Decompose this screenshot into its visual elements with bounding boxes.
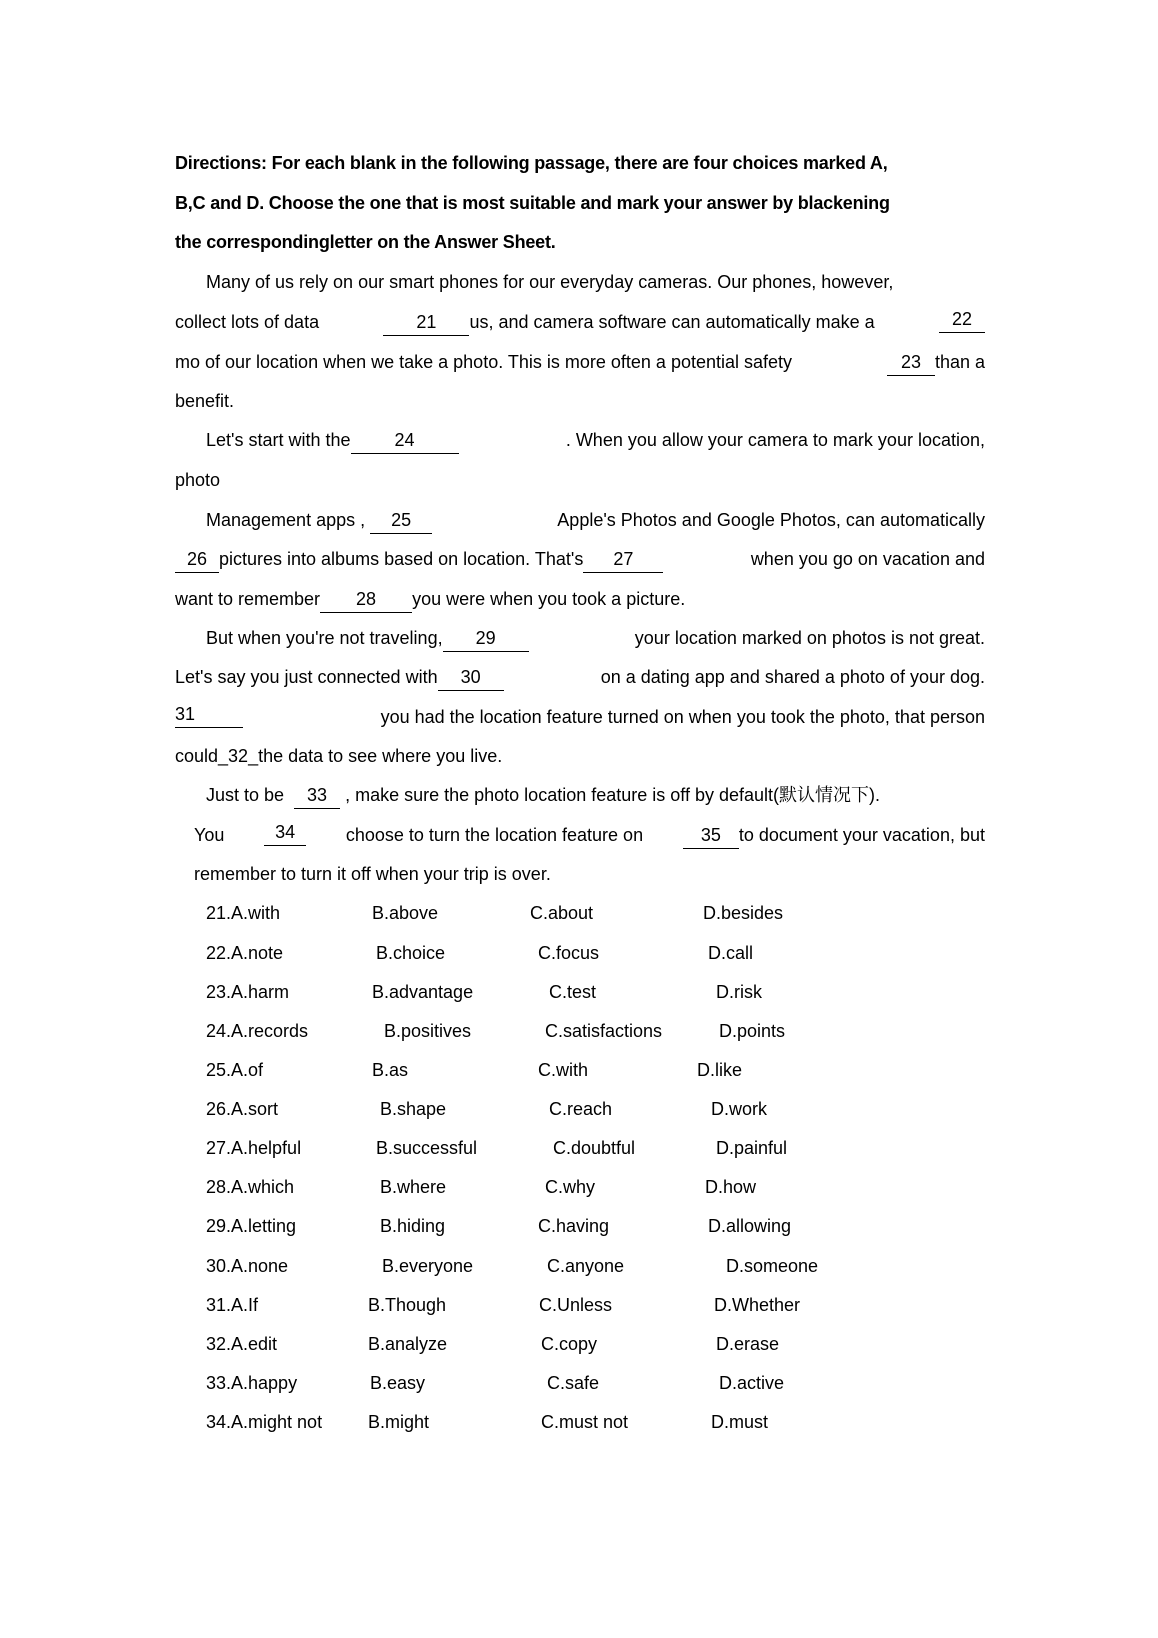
option-b: B.easy <box>370 1373 426 1393</box>
passage-text: Let's say you just connected with <box>175 667 438 687</box>
option-c: C.having <box>538 1216 610 1236</box>
passage-text: mo of our location when we take a photo. This is more often a potential safety <box>175 352 793 372</box>
passage-text: choose to turn the location feature on <box>345 825 644 845</box>
blank-26: 26 <box>175 547 219 573</box>
passage-line <box>175 584 985 614</box>
option-c: C.reach <box>549 1099 613 1119</box>
passage-line <box>206 505 985 535</box>
option-c: C.Unless <box>539 1295 613 1315</box>
option-d: D.someone <box>726 1256 819 1276</box>
passage-text: You <box>194 825 225 845</box>
passage-text: Let's start with the <box>206 430 351 450</box>
option-a: 25.A.of <box>206 1060 264 1080</box>
option-d: D.allowing <box>708 1216 792 1236</box>
option-a: 29.A.letting <box>206 1216 297 1236</box>
option-c: C.satisfactions <box>545 1021 663 1041</box>
option-b: B.shape <box>380 1099 447 1119</box>
option-b: B.advantage <box>372 982 474 1002</box>
option-a: 26.A.sort <box>206 1099 279 1119</box>
passage-text: when you go on vacation and <box>750 549 985 569</box>
directions-line-3 <box>175 227 985 257</box>
option-a: 32.A.edit <box>206 1334 278 1354</box>
option-a: 24.A.records <box>206 1021 309 1041</box>
option-d: D.how <box>705 1177 757 1197</box>
passage-line <box>175 307 985 337</box>
option-c: C.copy <box>541 1334 598 1354</box>
blank-31: 31 <box>175 702 243 728</box>
passage-text: remember to turn it off when your trip is over. <box>194 864 551 884</box>
option-b: B.analyze <box>368 1334 448 1354</box>
directions-text-1: Directions: For each blank in the following passage, there are four choices marked A, <box>175 153 888 173</box>
option-c: C.doubtful <box>553 1138 636 1158</box>
blank-30: 30 <box>438 665 504 691</box>
passage-text: you were when you took a picture. <box>412 589 686 609</box>
passage-text: But when you're not traveling, <box>206 628 443 648</box>
blank-21: 21 <box>383 310 469 336</box>
blank-33: 33 <box>294 783 340 809</box>
passage-line <box>175 702 985 732</box>
passage-line <box>175 347 985 377</box>
passage-line <box>206 425 985 455</box>
option-d: D.like <box>697 1060 743 1080</box>
passage-text: us, and camera software can automatically make a <box>469 312 875 332</box>
option-d: D.points <box>719 1021 786 1041</box>
passage-text: your location marked on photos is not great. <box>634 628 985 648</box>
option-a: 33.A.happy <box>206 1373 298 1393</box>
option-b: B.Though <box>368 1295 447 1315</box>
option-c: C.focus <box>538 943 600 963</box>
option-d: D.call <box>708 943 754 963</box>
directions-text-3: the correspondingletter on the Answer Sheet. <box>175 232 556 252</box>
option-d: D.erase <box>716 1334 780 1354</box>
passage-text: on a dating app and shared a photo of your dog. <box>600 667 985 687</box>
blank-28: 28 <box>320 587 412 613</box>
option-d: D.work <box>711 1099 768 1119</box>
passage-text: , make sure the photo location feature is off by default(默认情况下). <box>345 785 880 805</box>
passage-line <box>206 623 985 653</box>
passage-text: want to remember <box>175 589 321 609</box>
option-b: B.choice <box>376 943 446 963</box>
option-a: 22.A.note <box>206 943 284 963</box>
option-d: D.active <box>719 1373 785 1393</box>
passage-line <box>206 267 985 297</box>
option-a: 21.A.with <box>206 903 281 923</box>
option-b: B.hiding <box>380 1216 446 1236</box>
blank-22: 22 <box>939 307 985 333</box>
option-d: D.risk <box>716 982 762 1002</box>
option-b: B.above <box>372 903 439 923</box>
passage-text: benefit. <box>175 391 235 411</box>
option-c: C.why <box>545 1177 596 1197</box>
blank-27: 27 <box>583 547 663 573</box>
blank-25: 25 <box>370 508 432 534</box>
passage-text: Apple's Photos and Google Photos, can automatically <box>557 510 985 530</box>
option-d: D.besides <box>703 903 784 923</box>
option-c: C.must not <box>541 1412 629 1432</box>
passage-text: photo <box>175 470 221 490</box>
passage-line <box>194 859 985 889</box>
passage-line <box>175 741 985 771</box>
passage-line <box>175 662 985 692</box>
passage-text: you had the location feature turned on when you took the photo, that person <box>380 707 985 727</box>
passage-line <box>206 780 985 810</box>
directions-line-2 <box>175 188 985 218</box>
passage-text: . When you allow your camera to mark your location, <box>565 430 985 450</box>
option-c: C.about <box>530 903 594 923</box>
blank-23: 23 <box>887 350 935 376</box>
option-a: 27.A.helpful <box>206 1138 302 1158</box>
option-a: 34.A.might not <box>206 1412 323 1432</box>
passage-text: than a <box>934 352 985 372</box>
option-b: B.positives <box>384 1021 472 1041</box>
option-d: D.painful <box>716 1138 788 1158</box>
blank-35: 35 <box>683 823 739 849</box>
option-b: B.everyone <box>382 1256 474 1276</box>
blank-29: 29 <box>443 626 529 652</box>
passage-text: to document your vacation, but <box>738 825 985 845</box>
option-c: C.safe <box>547 1373 600 1393</box>
passage-text: collect lots of data <box>175 312 320 332</box>
passage-text: could_32_the data to see where you live. <box>175 746 503 766</box>
passage-line <box>194 820 985 850</box>
directions-line-1 <box>175 148 985 178</box>
option-b: B.as <box>372 1060 409 1080</box>
option-b: B.successful <box>376 1138 478 1158</box>
passage-text: Many of us rely on our smart phones for our everyday cameras. Our phones, however, <box>206 272 894 292</box>
passage-line <box>175 544 985 574</box>
directions-text-2: B,C and D. Choose the one that is most suitable and mark your answer by blackening <box>175 193 890 213</box>
passage-line <box>175 465 985 495</box>
option-b: B.might <box>368 1412 430 1432</box>
blank-34: 34 <box>264 820 306 846</box>
option-a: 23.A.harm <box>206 982 290 1002</box>
passage-text: pictures into albums based on location. That's <box>219 549 584 569</box>
option-d: D.must <box>711 1412 769 1432</box>
option-a: 31.A.If <box>206 1295 259 1315</box>
passage-text: Just to be <box>206 785 285 805</box>
passage-text: Management apps , <box>206 510 366 530</box>
option-a: 28.A.which <box>206 1177 295 1197</box>
option-c: C.test <box>549 982 597 1002</box>
option-d: D.Whether <box>714 1295 801 1315</box>
option-c: C.with <box>538 1060 589 1080</box>
passage-line <box>175 386 985 416</box>
option-c: C.anyone <box>547 1256 625 1276</box>
option-a: 30.A.none <box>206 1256 289 1276</box>
option-b: B.where <box>380 1177 447 1197</box>
blank-24: 24 <box>351 428 459 454</box>
